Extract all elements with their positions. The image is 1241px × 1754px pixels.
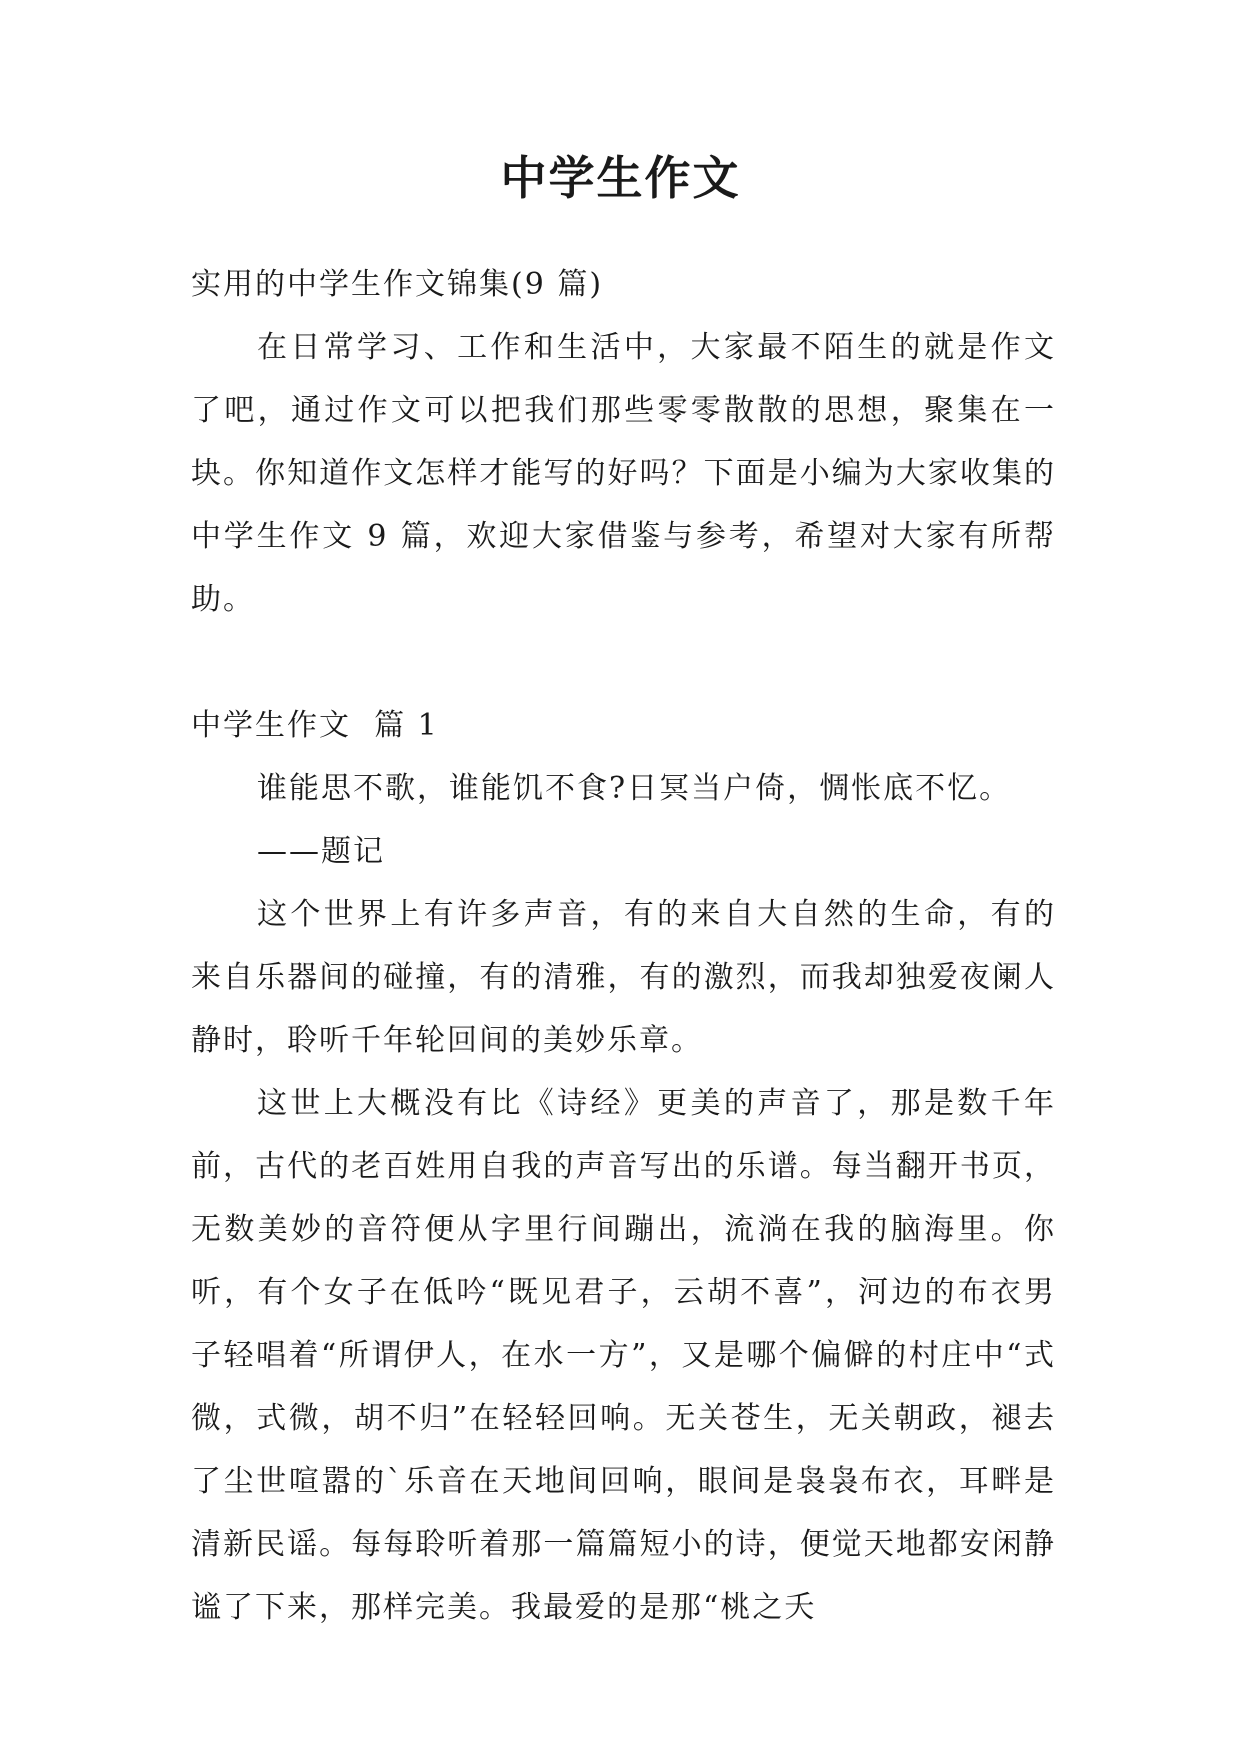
document-subtitle: 实用的中学生作文锦集(9 篇) (191, 267, 604, 302)
body-paragraph: 这个世界上有许多声音，有的来自大自然的生命，有的来自乐器间的碰撞，有的清雅，有的激烈，而我却独爱夜阑人静时，聆听千年轮回间的美妙乐章。 (191, 897, 1056, 1058)
epigraph: 谁能思不歌，谁能饥不食?日冥当户倚，惆怅底不忆。 (257, 771, 1012, 806)
document-body (191, 253, 1056, 1639)
body-paragraph: 这世上大概没有比《诗经》更美的声音了，那是数千年前，古代的老百姓用自我的声音写出的乐谱。每当翻开书页，无数美妙的音符便从字里行间蹦出，流淌在我的脑海里。你听，有个女子在低吟“既见君子，云胡不喜”，河边的布衣男子轻唱着“所谓伊人，在水一方”，又是哪个偏僻的村庄中“式微，式微，胡不归”在轻轻回响。无关苍生，无关朝政，褪去了尘世喧嚣的`乐音在天地间回响，眼间是袅袅布衣，耳畔是清新民谣。每每聆听着那一篇篇短小的诗，便觉天地都安闲静谧了下来，那样完美。我最爱的是那“桃之夭 (191, 1086, 1056, 1625)
intro-paragraph: 在日常学习、工作和生活中，大家最不陌生的就是作文了吧，通过作文可以把我们那些零零散散的思想，聚集在一块。你知道作文怎样才能写的好吗？下面是小编为大家收集的中学生作文 9 篇，欢迎大家借鉴与参考，希望对大家有所帮助。 (191, 330, 1056, 617)
section-spacer (191, 631, 1056, 694)
epigraph-source: ——题记 (257, 834, 385, 869)
section-heading: 中学生作文 篇 1 (191, 708, 439, 743)
document-title: 中学生作文 (500, 151, 741, 205)
